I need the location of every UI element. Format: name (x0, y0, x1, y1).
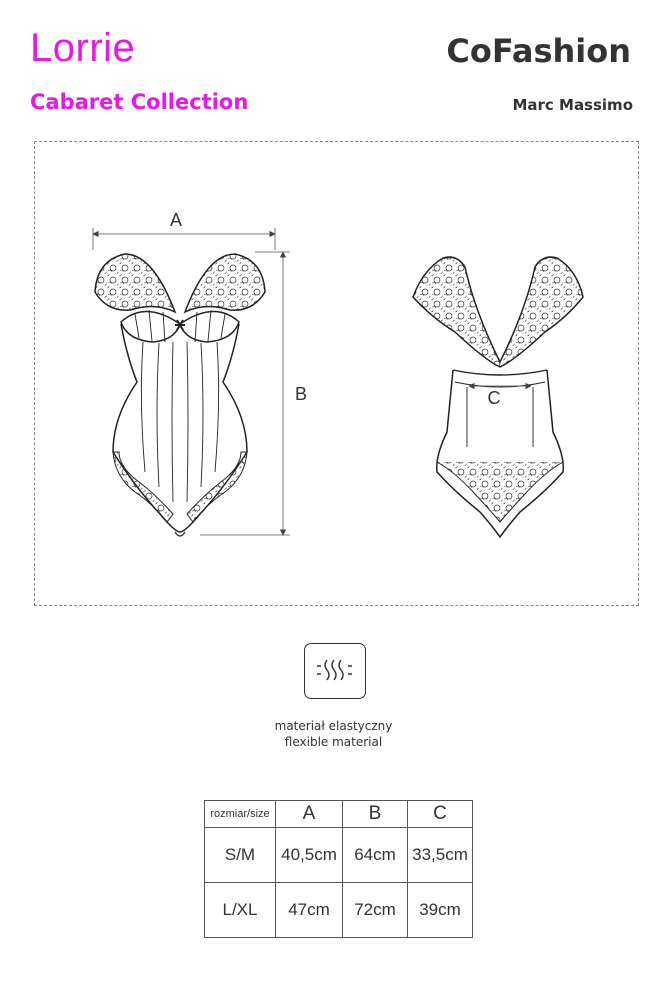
column-c-header: C (408, 801, 473, 828)
dimension-a-label: A (169, 210, 183, 230)
stretch-waves-icon (304, 643, 366, 699)
size-cell: S/M (205, 828, 276, 883)
brand-logo: CoFashion (446, 32, 631, 70)
collection-name: Cabaret Collection (30, 90, 249, 114)
designer-name: Marc Massimo (512, 96, 633, 114)
size-table (204, 800, 473, 938)
material-label-pl: materiał elastyczny (274, 719, 393, 733)
bodysuit-technical-drawing (35, 142, 640, 607)
corner-label: rozmiar/size (205, 801, 276, 828)
product-drawing-area (34, 141, 639, 606)
table-row (205, 883, 473, 938)
dimension-b-label: B (294, 384, 308, 404)
value-cell-c: 39cm (408, 883, 473, 938)
size-table-header (205, 801, 473, 828)
dimension-c-label: C (487, 388, 501, 408)
size-cell: L/XL (205, 883, 276, 938)
value-cell-b: 72cm (343, 883, 408, 938)
value-cell-a: 40,5cm (276, 828, 343, 883)
column-a-header: A (276, 801, 343, 828)
value-cell-c: 33,5cm (408, 828, 473, 883)
material-label-en: flexible material (284, 735, 383, 749)
table-row (205, 828, 473, 883)
column-b-header: B (343, 801, 408, 828)
value-cell-a: 47cm (276, 883, 343, 938)
front-view (93, 228, 290, 536)
product-name: Lorrie (30, 26, 136, 70)
value-cell-b: 64cm (343, 828, 408, 883)
